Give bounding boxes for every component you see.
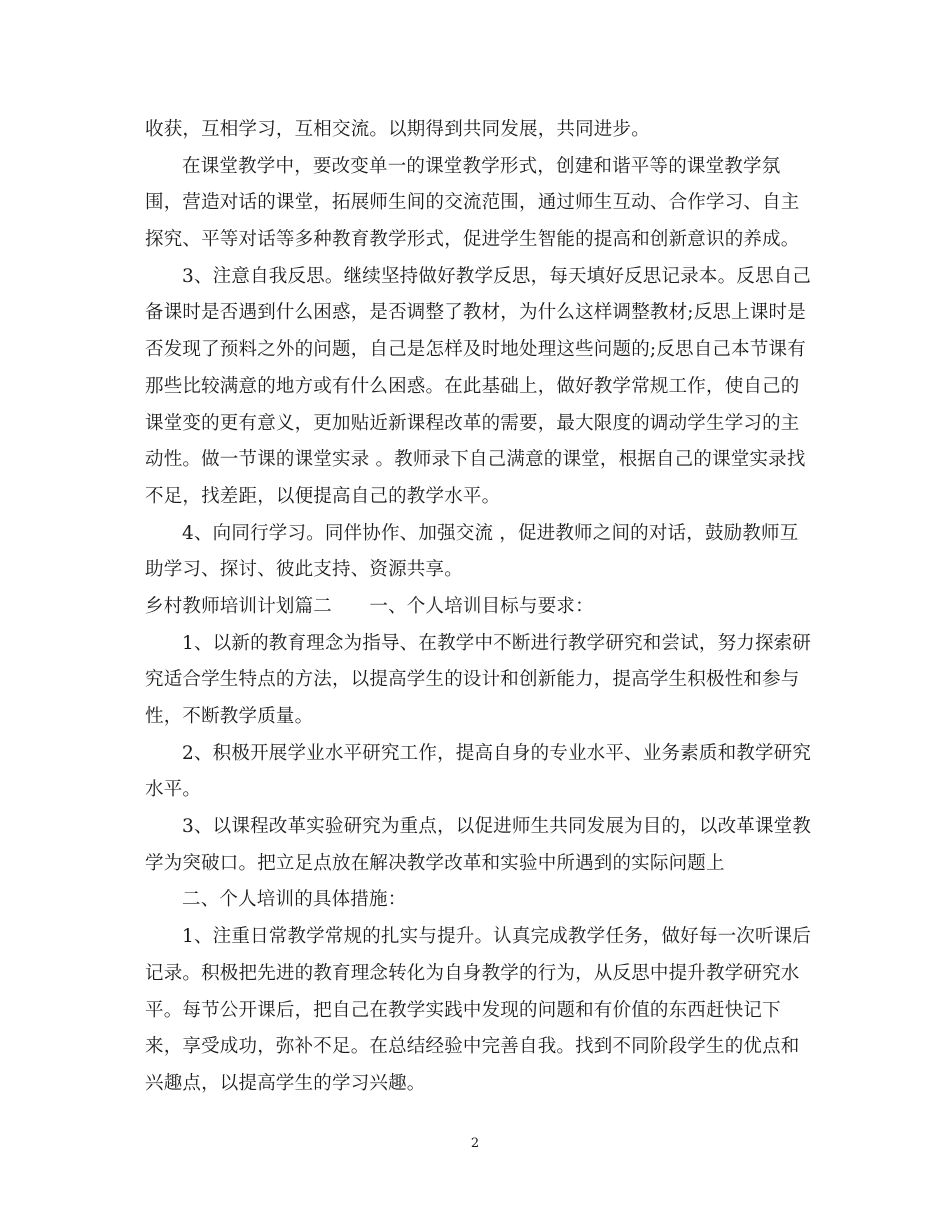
text-line: 记录。积极把先进的教育理念转化为自身教学的行为，从反思中提升教学研究水 xyxy=(145,962,800,984)
text-line: 乡村教师培训计划篇二 一、个人培训目标与要求： xyxy=(145,595,594,617)
page-number: 2 xyxy=(470,1136,480,1151)
text-line: 1、以新的教育理念为指导、在教学中不断进行教学研究和尝试，努力探索研 xyxy=(182,632,812,654)
text-line: 否发现了预料之外的问题，自己是怎样及时地处理这些问题的;反思自己本节课有 xyxy=(145,339,806,361)
text-line: 不足，找差距，以便提高自己的教学水平。 xyxy=(145,485,501,507)
text-line: 水平。 xyxy=(145,779,202,801)
text-line: 究适合学生特点的方法，以提高学生的设计和创新能力，提高学生积极性和参与 xyxy=(145,669,800,691)
text-line: 助学习、探讨、彼此支持、资源共享。 xyxy=(145,559,463,581)
text-line: 来，享受成功，弥补不足。在总结经验中完善自我。找到不同阶段学生的优点和 xyxy=(145,1036,800,1058)
text-line: 平。每节公开课后，把自己在教学实践中发现的问题和有价值的东西赶快记下 xyxy=(145,999,781,1021)
text-line: 4、向同行学习。同伴协作、加强交流 ，促进教师之间的对话，鼓励教师互 xyxy=(182,522,799,544)
text-line: 学为突破口。把立足点放在解决教学改革和实验中所遇到的实际问题上 xyxy=(145,852,725,874)
text-line: 那些比较满意的地方或有什么困惑。在此基础上，做好教学常规工作，使自己的 xyxy=(145,375,800,397)
text-line: 性，不断教学质量。 xyxy=(145,706,314,727)
text-line: 在课堂教学中，要改变单一的课堂教学形式，创建和谐平等的课堂教学氛 xyxy=(182,155,781,177)
text-line: 围，营造对话的课堂，拓展师生间的交流范围，通过师生互动、合作学习、自主 xyxy=(145,192,800,214)
document-body xyxy=(145,112,815,1103)
text-line: 二、个人培训的具体措施： xyxy=(182,889,407,911)
text-line: 课堂变的更有意义，更加贴近新课程改革的需要，最大限度的调动学生学习的主 xyxy=(145,412,800,434)
text-line: 备课时是否遇到什么困惑，是否调整了教材，为什么这样调整教材;反思上课时是 xyxy=(145,302,806,324)
text-line: 3、注意自我反思。继续坚持做好教学反思，每天填好反思记录本。反思自己 xyxy=(182,265,812,287)
text-line: 3、以课程改革实验研究为重点，以促进师生共同发展为目的，以改革课堂教 xyxy=(182,816,812,838)
text-line: 探究、平等对话等多种教育教学形式，促进学生智能的提高和创新意识的养成。 xyxy=(145,229,800,251)
text-line: 兴趣点，以提高学生的学习兴趣。 xyxy=(145,1072,426,1094)
text-line: 1、注重日常教学常规的扎实与提升。认真完成教学任务，做好每一次听课后 xyxy=(182,926,812,948)
text-line: 2、积极开展学业水平研究工作，提高自身的专业水平、业务素质和教学研究 xyxy=(182,742,812,764)
text-line: 动性。做一节课的课堂实录 。教师录下自己满意的课堂，根据自己的课堂实录找 xyxy=(145,449,806,471)
text-line: 收获，互相学习，互相交流。以期得到共同发展，共同进步。 xyxy=(145,119,650,140)
